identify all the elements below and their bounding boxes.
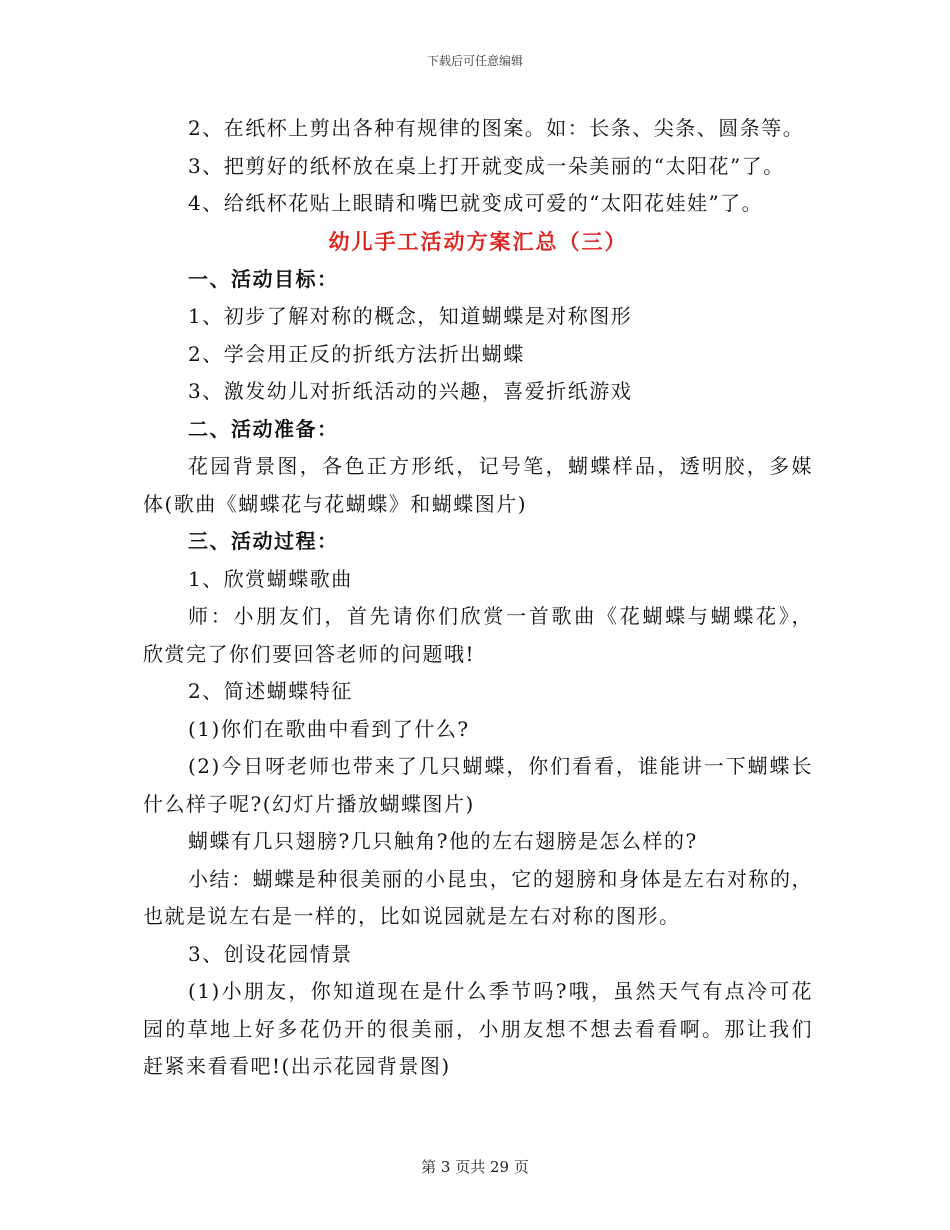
- paragraph-line: 园的草地上好多花仍开的很美丽，小朋友想不想去看看啊。那让我们: [143, 1016, 813, 1041]
- section-heading: 三、活动过程：: [188, 529, 339, 553]
- paragraph-line: 体(歌曲《蝴蝶花与花蝴蝶》和蝴蝶图片): [143, 491, 528, 516]
- page-footer: 第 3 页共 29 页: [421, 1158, 529, 1176]
- paragraph-line: 小结：蝴蝶是种很美丽的小昆虫，它的翅膀和身体是左右对称的，: [188, 866, 813, 891]
- paragraph-line: 什么样子呢?(幻灯片播放蝴蝶图片): [143, 791, 475, 816]
- step-title: 1、欣赏蝴蝶歌曲: [188, 566, 353, 591]
- paragraph-line: 4、给纸杯花贴上眼睛和嘴巴就变成可爱的“太阳花娃娃”了。: [188, 191, 764, 215]
- paragraph-line: 2、在纸杯上剪出各种有规律的图案。如：长条、尖条、圆条等。: [188, 116, 805, 140]
- section-title: 幼儿手工活动方案汇总（三）: [328, 228, 628, 254]
- paragraph-line: 蝴蝶有几只翅膀?几只触角?他的左右翅膀是怎么样的?: [188, 829, 698, 853]
- section-heading: 一、活动目标：: [188, 266, 339, 291]
- paragraph-line: (1)小朋友，你知道现在是什么季节吗?哦，虽然天气有点冷可花: [188, 979, 813, 1003]
- document-body: [143, 110, 813, 1086]
- step-title: 3、创设花园情景: [188, 941, 353, 966]
- page-header: 下载后可任意编辑: [426, 54, 523, 68]
- paragraph-line: 花园背景图，各色正方形纸，记号笔，蝴蝶样品，透明胶，多媒: [188, 454, 813, 478]
- paragraph-line: 欣赏完了你们要回答老师的问题哦!: [143, 641, 476, 666]
- paragraph-line: 师：小朋友们，首先请你们欣赏一首歌曲《花蝴蝶与蝴蝶花》，: [188, 604, 813, 628]
- paragraph-line: (1)你们在歌曲中看到了什么?: [188, 716, 470, 741]
- section-heading: 二、活动准备：: [188, 416, 339, 441]
- paragraph-line: (2)今日呀老师也带来了几只蝴蝶，你们看看，谁能讲一下蝴蝶长: [188, 754, 813, 778]
- step-title: 2、简述蝴蝶特征: [188, 679, 353, 703]
- paragraph-line: 赶紧来看看吧!(出示花园背景图): [143, 1054, 451, 1078]
- paragraph-line: 也就是说左右是一样的，比如说园就是左右对称的图形。: [143, 904, 681, 928]
- list-item: 2、学会用正反的折纸方法折出蝴蝶: [188, 341, 525, 366]
- list-item: 3、激发幼儿对折纸活动的兴趣，喜爱折纸游戏: [188, 379, 633, 403]
- list-item: 1、初步了解对称的概念，知道蝴蝶是对称图形: [188, 304, 633, 328]
- paragraph-line: 3、把剪好的纸杯放在桌上打开就变成一朵美丽的“太阳花”了。: [188, 153, 785, 178]
